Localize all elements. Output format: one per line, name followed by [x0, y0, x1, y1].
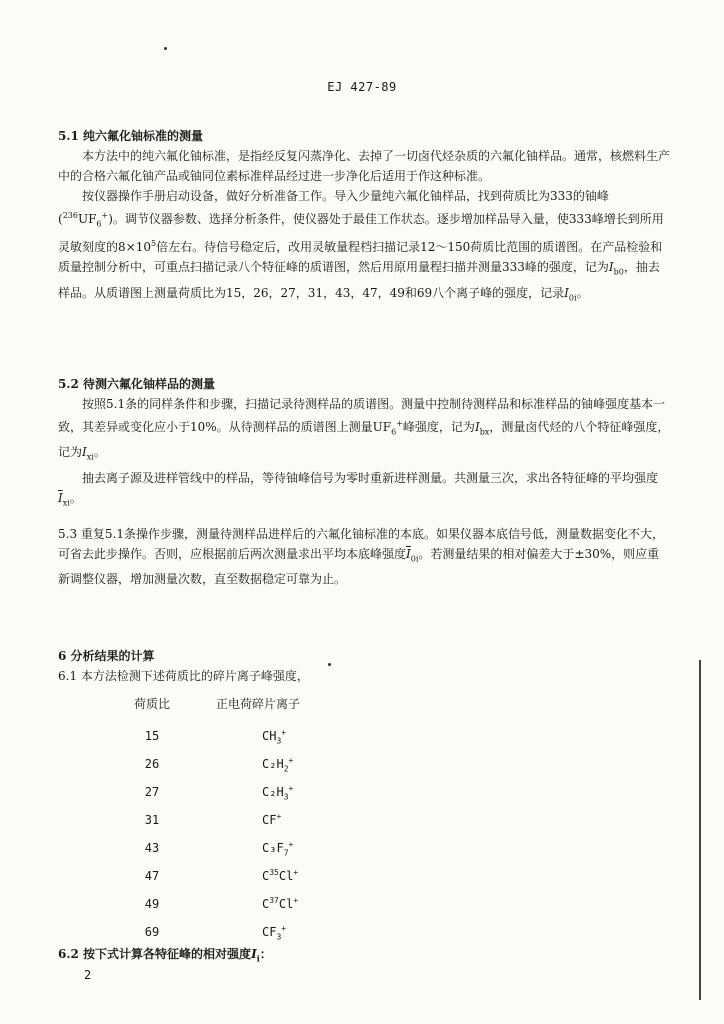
ion-text: CH: [262, 729, 277, 743]
table-row: [112, 866, 512, 886]
mass-charge-value: 27: [144, 785, 160, 799]
text-frag: 5.3 重复5.1条操作步骤，测量待测样品进样后的六氟化铀标准的本底。如果仪器本底信号低，测量数据变化不大，可省去此步操作。否则，应根据前后两次测量求出平均本底峰强度: [58, 527, 664, 561]
superscript: +: [288, 756, 294, 765]
text-frag: )。调节仪器参数、选择分析条件，使仪器处于最佳工作状态。逐步增加样品导入量，使333峰增长到所用灵敏刻度的8×10: [58, 212, 664, 255]
section-5-2-para-1: [58, 394, 670, 468]
table-row: [112, 782, 512, 802]
symbol: I: [474, 420, 480, 434]
section-6: [58, 646, 670, 686]
table-row: [112, 754, 512, 774]
fragment-ion: [262, 922, 382, 942]
fragment-ion: [262, 726, 382, 746]
table-row: [112, 810, 512, 830]
ion-text: C₂H: [262, 757, 284, 771]
subscript: 0i: [410, 554, 419, 564]
formula: UF: [77, 212, 97, 226]
speck: [164, 47, 167, 50]
fragment-ion: [262, 754, 382, 774]
text-frag: ，测量卤代烃的八个特征峰强度，记为: [58, 420, 670, 460]
text-frag: 。若测量结果的相对偏差大于±30%，则应重新调整仪器，增加测量次数，直至数据稳定可靠为止。: [58, 547, 660, 587]
section-5-1-para-2: [58, 186, 670, 308]
table-row: [112, 894, 512, 914]
table-row: [112, 726, 512, 746]
mass-charge-value: 31: [144, 813, 160, 827]
text-frag: 按仪器操作手册启动设备，做好分析准备工作。导入少量纯六氟化铀样品，找到荷质比为333的铀峰(: [58, 189, 609, 226]
section-6-title: 6 分析结果的计算: [58, 649, 155, 663]
mass-charge-value: 49: [144, 897, 160, 911]
section-5-2-para-2: [58, 468, 670, 513]
section-5-3: [58, 524, 670, 589]
ion-text: Cl: [278, 869, 294, 883]
mass-charge-value: 47: [144, 869, 160, 883]
symbol: I: [82, 445, 87, 460]
speck: [328, 663, 331, 666]
subscript: 3: [283, 792, 289, 802]
subscript: 6: [96, 219, 102, 229]
subscript: 7: [283, 848, 289, 858]
ion-text: C₃F: [262, 841, 284, 855]
text-frag: 峰强度，记为: [402, 420, 475, 434]
fragment-ion: [262, 838, 382, 858]
fragment-ion: [262, 782, 382, 802]
text-frag: 。: [576, 285, 589, 300]
col-mass-charge: 荷质比: [133, 697, 170, 711]
ion-text: C: [262, 869, 270, 883]
superscript: +: [288, 784, 294, 793]
superscript: +: [276, 812, 282, 821]
ion-text: CF: [262, 813, 277, 827]
text-frag: 倍左右。待信号稳定后，改用灵敏量程档扫描记录12～150荷质比范围的质谱图。在产品检验和质量控制分析中，可重点扫描记录八个特征峰的质谱图，然后用原用量程扫描并测量333峰的强度，记为: [58, 240, 663, 275]
ion-text: C: [262, 897, 270, 911]
section-6-1: 6.1 本方法检测下述荷质比的碎片离子峰强度，: [58, 669, 309, 683]
subscript: xi: [62, 498, 70, 508]
standard-code-header: EJ 427-89: [327, 80, 397, 94]
fragment-ion: [262, 810, 382, 830]
ion-text: CF: [262, 925, 277, 939]
symbol: I: [251, 947, 257, 961]
superscript: 5: [150, 239, 157, 249]
ion-text: C₂H: [262, 785, 284, 799]
subscript: i: [256, 953, 260, 964]
section-5-1-title: 5.1 纯六氟化铀标准的测量: [58, 129, 204, 143]
superscript: +: [288, 840, 294, 849]
text-frag: ，抽去样品。从质谱图上测量荷质比为15，26，27，31，43，47，49和69八个离子峰的强度，记录: [58, 260, 660, 300]
table-row: [112, 838, 512, 858]
subscript: 0i: [568, 293, 577, 303]
fragment-ion: [262, 894, 382, 914]
mass-charge-value: 43: [144, 841, 160, 855]
symbol: $\overline{I}$: [58, 490, 63, 505]
col-fragment-ion: 正电荷碎片离子: [216, 697, 301, 711]
mass-charge-value: 15: [144, 729, 160, 743]
text-frag: 。: [69, 490, 82, 505]
superscript: +: [293, 868, 299, 877]
text-frag: 6.2 按下式计算各特征峰的相对强度: [58, 947, 252, 961]
section-5-1: [58, 126, 670, 308]
subscript: 3: [276, 736, 282, 746]
text-frag: 抽去离子源及进样管线中的样品，等待铀峰信号为零时重新进样测量。共测量三次，求出各特征峰的平均强度: [82, 470, 659, 485]
subscript: b0: [613, 267, 624, 277]
symbol: I: [608, 260, 614, 275]
superscript: +: [101, 211, 109, 220]
superscript: 37: [269, 896, 279, 905]
page-number: 2: [84, 968, 92, 982]
superscript: +: [281, 924, 287, 933]
scan-edge-line: [699, 660, 701, 1000]
superscript: 35: [269, 868, 279, 877]
section-5-2-title: 5.2 待测六氟化铀样品的测量: [58, 377, 216, 391]
text-frag: ：: [259, 947, 272, 961]
superscript: +: [281, 728, 287, 737]
section-5-3-para: [58, 524, 670, 589]
mass-charge-value: 69: [144, 925, 160, 939]
text-frag: 。: [93, 445, 106, 460]
section-5-1-para-1: 本方法中的纯六氟化铀标准，是指经反复闪蒸净化、去掉了一切卤代烃杂质的六氟化铀样品。通常，核燃料生产中的合格六氟化铀产品或铀同位素标准样品经过进一步净化后适用于作这种标准。: [58, 149, 671, 183]
subscript: 3: [276, 932, 282, 942]
superscript: +: [396, 419, 403, 428]
text-frag: 按照5.1条的同样条件和步骤，扫描记录待测样品的质谱图。测量中控制待测样品和标准样品的铀峰强度基本一致，其差异或变化应小于10%。从待测样品的质谱图上测量UF: [58, 397, 666, 434]
ion-table-header: [112, 694, 512, 714]
superscript: +: [293, 896, 299, 905]
symbol: $\overline{I}$: [406, 547, 411, 561]
superscript: 236: [62, 211, 78, 220]
subscript: xi: [86, 452, 94, 462]
subscript: 2: [283, 764, 289, 774]
subscript: 6: [391, 427, 397, 437]
section-6-2: [58, 944, 670, 968]
symbol: I: [564, 285, 569, 300]
ion-text: Cl: [278, 897, 294, 911]
subscript: bx: [479, 427, 490, 437]
table-row: [112, 922, 512, 942]
mass-charge-value: 26: [144, 757, 160, 771]
fragment-ion: [262, 866, 382, 886]
section-5-2: [58, 374, 670, 513]
